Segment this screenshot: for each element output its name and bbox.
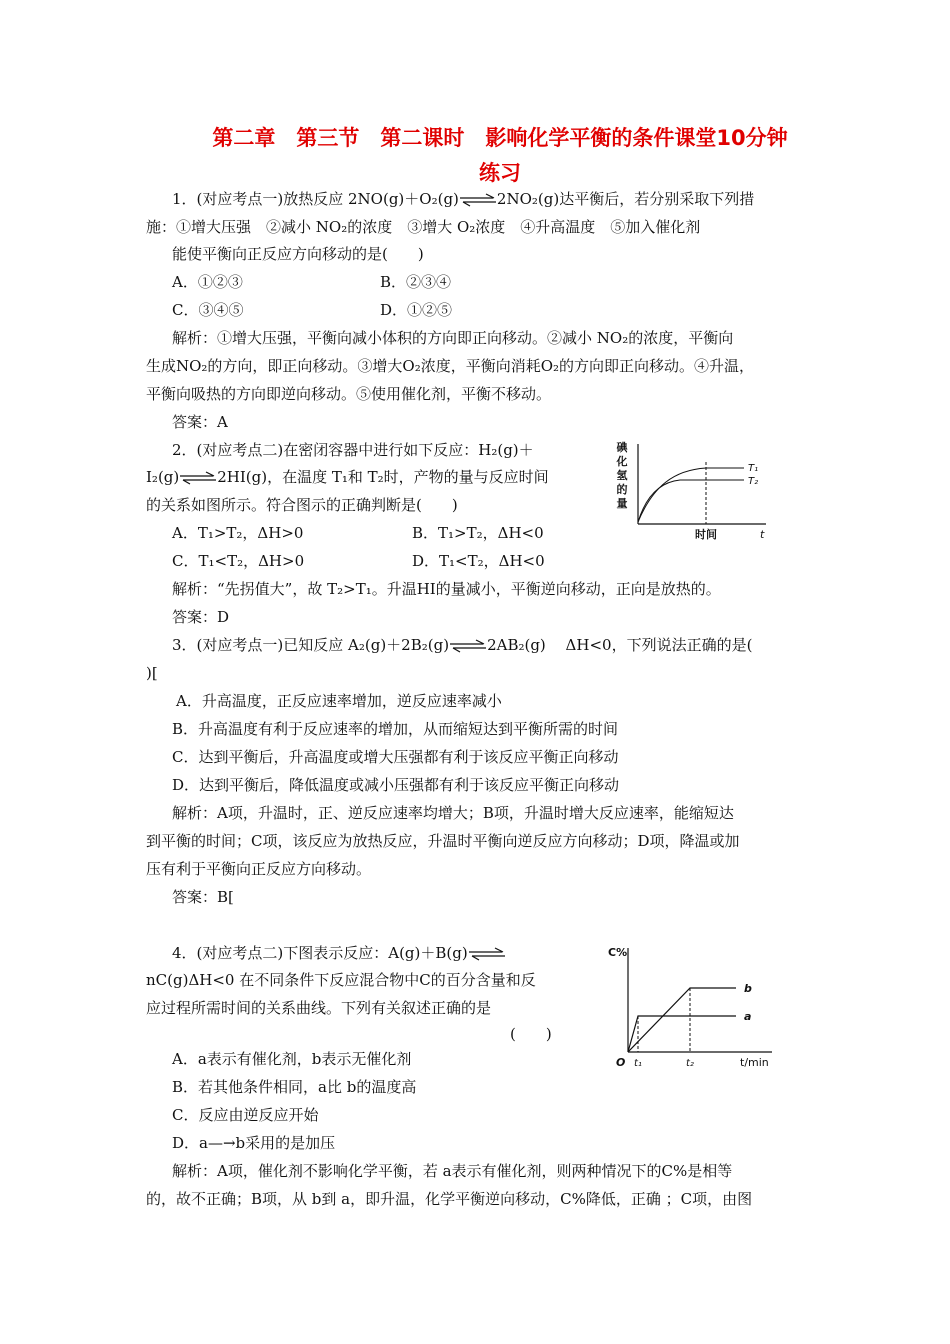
q1-option-c: C．③④⑤ [172, 301, 244, 319]
q2-xlabel: 时间 [695, 528, 717, 541]
q1-stem-line3: 能使平衡向正反应方向移动的是( ) [172, 245, 424, 263]
q2-curve-t2 [638, 480, 744, 522]
q3-option-a: A．升高温度，正反应速率增加，逆反应速率减小 [176, 692, 502, 710]
q3-analysis-line1: 解析：A项，升温时，正、逆反应速率均增大；B项，升温时增大反应速率，能缩短达 [172, 804, 734, 822]
q4-tick-t2: t₂ [686, 1058, 694, 1069]
q4-origin: O [616, 1056, 626, 1069]
q1-stem-line2: 施：①增大压强 ②减小 NO₂的浓度 ③增大 O₂浓度 ④升高温度 ⑤加入催化剂 [146, 218, 701, 236]
q4-option-d: D．a—→b采用的是加压 [172, 1134, 336, 1152]
q3-stem-line2: )[ [146, 664, 158, 682]
q2-stem-line2: I₂(g) 2HI(g)，在温度 T₁和 T₂时，产物的量与反应时间 [146, 468, 549, 486]
q4-option-a: A．a表示有催化剂，b表示无催化剂 [172, 1050, 412, 1068]
q3-answer: 答案：B[ [172, 888, 234, 906]
q4-stem-line2: nC(g)ΔH<0 在不同条件下反应混合物中C的百分含量和反 [146, 971, 536, 989]
q2-curve-label-t2: T₂ [748, 476, 759, 487]
q2-option-c: C．T₁<T₂，ΔH>0 [172, 552, 305, 570]
q4-option-c: C．反应由逆反应开始 [172, 1106, 319, 1124]
q3-option-c: C．达到平衡后，升高温度或增大压强都有利于该反应平衡正向移动 [172, 748, 619, 766]
equilibrium-arrow-icon [468, 947, 506, 961]
equilibrium-arrow-icon [179, 471, 217, 485]
q1-stem-line1: 1．(对应考点一)放热反应 2NO(g)＋O₂(g) 2NO₂(g)达平衡后，若分别采取下列措 [172, 190, 755, 208]
equilibrium-arrow-icon [449, 639, 487, 653]
q4-answer-paren: ( ) [510, 1025, 552, 1043]
q4-ylabel: C% [608, 946, 628, 959]
q1-option-d: D．①②⑤ [380, 301, 453, 319]
q1-analysis-line2: 生成NO₂的方向，即正向移动。③增大O₂浓度，平衡向消耗O₂的方向即正向移动。④升温， [146, 357, 755, 375]
q2-ylabel-char: 化 [616, 455, 628, 468]
q2-stem-line1: 2．(对应考点二)在密闭容器中进行如下反应：H₂(g)＋ [172, 441, 534, 459]
q4-analysis-line1: 解析：A项，催化剂不影响化学平衡，若 a表示有催化剂，则两种情况下的C%是相等 [172, 1162, 733, 1180]
q4-stem-line3: 应过程所需时间的关系曲线。下列有关叙述正确的是 [146, 999, 492, 1017]
q2-answer: 答案：D [172, 608, 230, 626]
q3-option-d: D．达到平衡后，降低温度或减小压强都有利于该反应平衡正向移动 [172, 776, 620, 794]
q4-curve-label-a: a [744, 1010, 752, 1023]
page-title-line2: 练习 [479, 161, 521, 185]
q2-ylabel-char: 碘 [616, 441, 628, 454]
q4-analysis-line2: 的，故不正确；B项，从 b到 a，即升温，化学平衡逆向移动，C%降低，正确 ；C项，由图 [146, 1190, 753, 1208]
q1-analysis-line3: 平衡向吸热的方向即逆向移动。⑤使用催化剂，平衡不移动。 [146, 385, 552, 403]
q2-curve-t1 [638, 468, 744, 522]
q4-curve-label-b: b [744, 982, 752, 995]
q4-figure [604, 940, 784, 1072]
q2-stem-line3: 的关系如图所示。符合图示的正确判断是( ) [146, 496, 458, 514]
q2-analysis: 解析：“先拐值大”，故 T₂>T₁。升温HI的量减小，平衡逆向移动，正向是放热的。 [172, 580, 721, 598]
q2-figure [608, 438, 778, 544]
q2-curve-label-t1: T₁ [748, 463, 759, 474]
q2-axis-t: t [760, 528, 765, 541]
equilibrium-arrow-icon [459, 193, 497, 207]
q2-ylabel-char: 量 [616, 497, 628, 510]
q2-ylabel-char: 氢 [616, 469, 628, 482]
q1-answer: 答案：A [172, 413, 228, 431]
q3-analysis-line2: 到平衡的时间；C项，该反应为放热反应，升温时平衡向逆反应方向移动；D项，降温或加 [146, 832, 740, 850]
q4-xlabel: t/min [740, 1056, 769, 1069]
q1-option-b: B．②③④ [380, 273, 452, 291]
q1-option-a: A．①②③ [172, 273, 243, 291]
q2-option-a: A．T₁>T₂，ΔH>0 [172, 524, 304, 542]
q2-option-b: B．T₁>T₂，ΔH<0 [412, 524, 544, 542]
page-title: 第二章 第三节 第二课时 影响化学平衡的条件课堂10分钟 [212, 126, 788, 150]
q4-tick-t1: t₁ [634, 1058, 642, 1069]
q2-ylabel-char: 的 [616, 483, 628, 496]
q3-option-b: B．升高温度有利于反应速率的增加，从而缩短达到平衡所需的时间 [172, 720, 619, 738]
q2-option-d: D．T₁<T₂，ΔH<0 [412, 552, 545, 570]
q4-curve-a [628, 1016, 736, 1052]
q3-analysis-line3: 压有利于平衡向正反应方向移动。 [146, 860, 372, 878]
q4-option-b: B．若其他条件相同，a比 b的温度高 [172, 1078, 417, 1096]
q1-analysis-line1: 解析：①增大压强，平衡向减小体积的方向即正向移动。②减小 NO₂的浓度，平衡向 [172, 329, 734, 347]
q3-stem-line1: 3．(对应考点一)已知反应 A₂(g)＋2B₂(g) 2AB₂(g) ΔH<0，下列说法正确的是( [172, 636, 753, 654]
q4-curve-b [628, 988, 736, 1052]
q4-stem-line1: 4．(对应考点二)下图表示反应：A(g)＋B(g) [172, 943, 506, 963]
